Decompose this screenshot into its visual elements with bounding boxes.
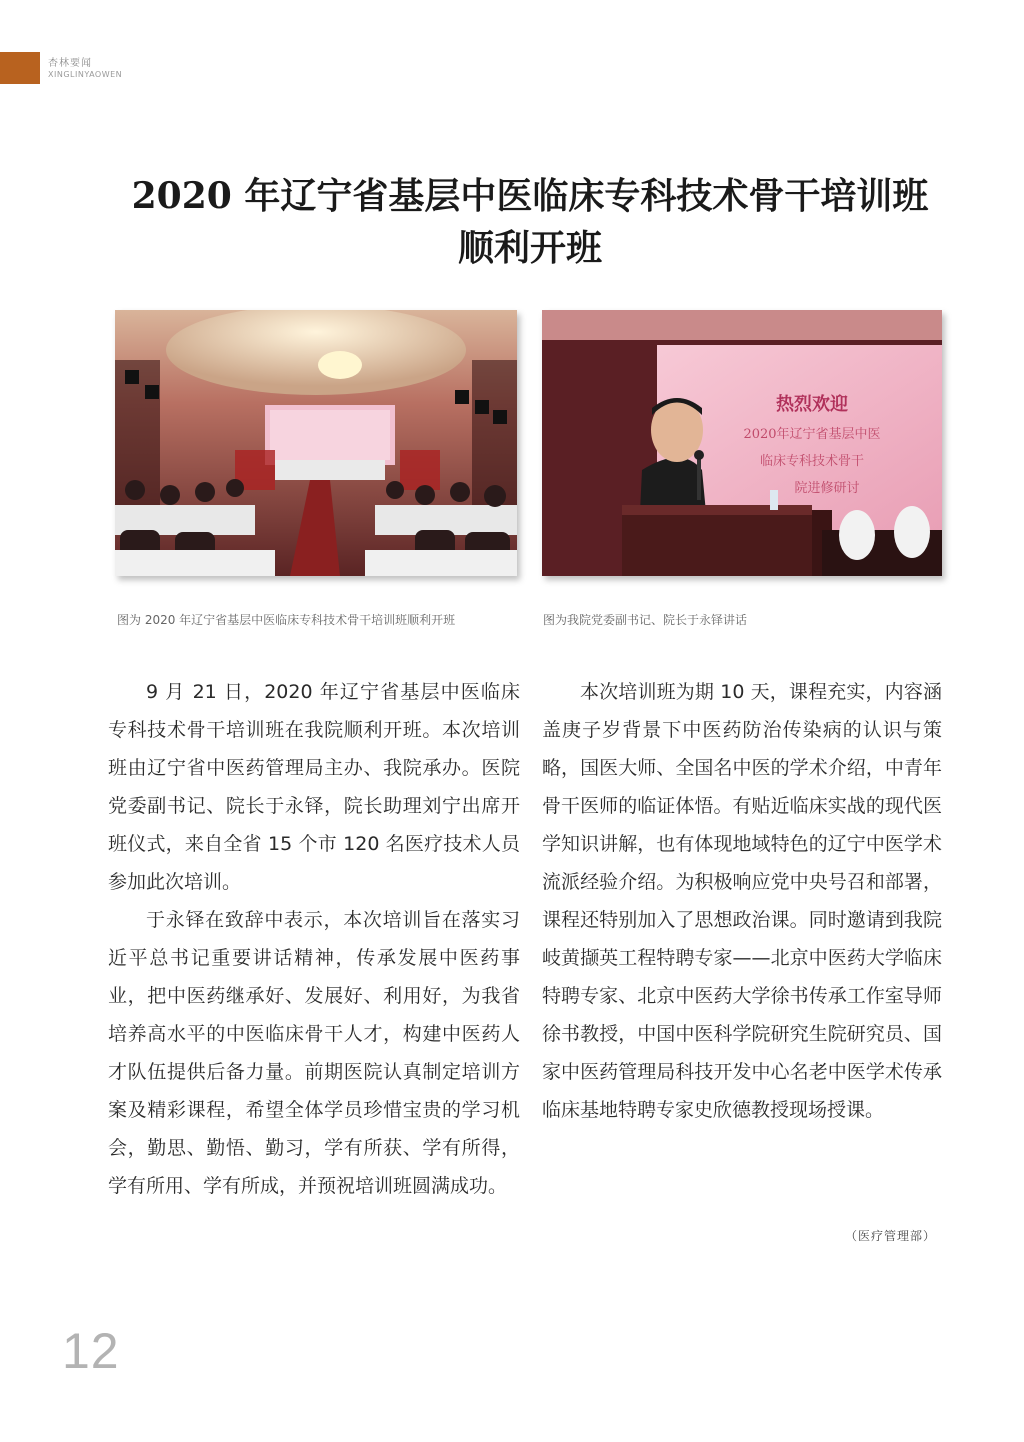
photo-caption-2: 图为我院党委副书记、院长于永铎讲话 xyxy=(543,613,748,627)
photo-speaker-podium xyxy=(542,310,942,576)
screen-banner-line-2: 2020年辽宁省基层中医 xyxy=(743,427,881,442)
section-tab-marker xyxy=(0,52,40,84)
article-title-line-2: 顺利开班 xyxy=(457,227,602,269)
screen-banner-line-1: 热烈欢迎 xyxy=(776,394,848,415)
paragraph: 9 月 21 日，2020 年辽宁省基层中医临床专科技术骨干培训班在我院顺利开班。本次培训班由辽宁省中医药管理局主办、我院承办。医院党委副书记、院长于永铎，院长助理刘宁出席开班仪式，来自全省 15 个市 120 名医疗技术人员参加此次培训。 xyxy=(108,681,520,893)
article-column-right xyxy=(542,673,942,1129)
section-name: 杏林要闻 xyxy=(48,58,92,69)
photo-conference-hall xyxy=(115,310,517,576)
department-credit: （医疗管理部） xyxy=(844,1229,936,1243)
screen-banner-line-4: 院进修研讨 xyxy=(794,481,860,496)
photo-caption-1: 图为 2020 年辽宁省基层中医临床专科技术骨干培训班顺利开班 xyxy=(117,613,456,627)
paragraph: 本次培训班为期 10 天，课程充实，内容涵盖庚子岁背景下中医药防治传染病的认识与策略，国医大师、全国名中医的学术介绍，中青年骨干医师的临证体悟。有贴近临床实战的现代医学知识讲解，也有体现地域特色的辽宁中医学术流派经验介绍。为积极响应党中央号召和部署，课程还特别加入了思想政治课。同时邀请到我院岐黄撷英工程特聘专家——北京中医药大学临床特聘专家、北京中医药大学徐书传承工作室导师徐书教授，中国中医科学院研究生院研究员、国家中医药管理局科技开发中心名老中医学术传承临床基地特聘专家史欣德教授现场授课。 xyxy=(542,681,942,1121)
paragraph: 于永铎在致辞中表示，本次培训旨在落实习近平总书记重要讲话精神，传承发展中医药事业，把中医药继承好、发展好、利用好，为我省培养高水平的中医临床骨干人才，构建中医药人才队伍提供后备力量。前期医院认真制定培训方案及精彩课程，希望全体学员珍惜宝贵的学习机会，勤思、勤悟、勤习，学有所获、学有所得，学有所用、学有所成，并预祝培训班圆满成功。 xyxy=(108,909,520,1197)
page-number: 12 xyxy=(62,1323,120,1379)
screen-banner-line-3: 临床专科技术骨干 xyxy=(759,454,865,469)
article-column-left xyxy=(108,673,520,1205)
section-name-pinyin: XINGLINYAOWEN xyxy=(48,70,123,79)
article-title-line-1: 2020 年辽宁省基层中医临床专科技术骨干培训班 xyxy=(131,175,929,217)
